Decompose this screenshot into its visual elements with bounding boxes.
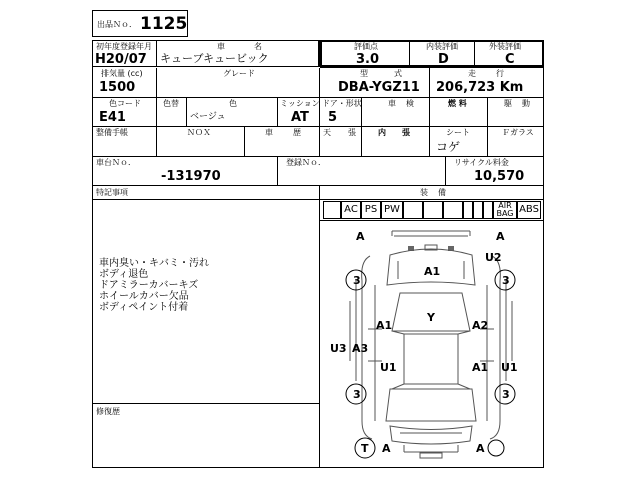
roof-lining-label-a: 天	[323, 128, 331, 137]
recycle-fee-value: 10,570	[474, 169, 525, 184]
equipment-box-ps: PS	[361, 201, 381, 219]
damage-code: A	[476, 442, 485, 455]
front-glass-cell	[488, 127, 543, 157]
color-code-value: E41	[99, 110, 126, 125]
equipment-box-abs: ABS	[517, 201, 541, 219]
note-line: ホイールカバー欠品	[99, 291, 189, 302]
color-change-label: 色替	[163, 99, 179, 108]
interior-lining-label-a: 内	[378, 128, 386, 137]
mileage-value: 206,723 Km	[436, 80, 524, 95]
model-cell	[320, 68, 430, 98]
roof-lining-label-b: 張	[348, 128, 356, 137]
fuel-label: 燃 料	[448, 99, 467, 108]
model-label-b: 式	[394, 69, 402, 78]
notes-lines	[99, 258, 209, 313]
damage-code: A1	[424, 265, 441, 278]
chassis-number-label: 車台Ｎｏ．	[96, 158, 136, 167]
damage-code: A	[356, 230, 365, 243]
mission-label: ミッション	[280, 99, 320, 108]
notes-header-cell	[93, 186, 320, 200]
lot-number-label: 出品Ｎｏ．	[97, 20, 137, 29]
equipment-box-pw: PW	[381, 201, 403, 219]
exterior-score-cell	[475, 42, 542, 66]
inspection-cell	[362, 98, 430, 127]
equipment-box	[463, 201, 473, 219]
grade-cell	[157, 68, 320, 98]
fuel-cell	[430, 98, 488, 127]
chassis-number-cell	[93, 157, 278, 186]
recycle-fee-label: リサイクル料金	[454, 158, 509, 167]
damage-code: A1	[376, 319, 393, 332]
equipment-box	[403, 201, 423, 219]
color-code-label: 色コード	[109, 99, 141, 108]
equipment-box-airbag: AIR BAG	[493, 201, 517, 219]
note-line: ドアミラーカバーキズ	[99, 280, 199, 291]
score-label: 評価点	[354, 42, 378, 51]
front-glass-label: Ｆガラス	[502, 128, 534, 137]
damage-code: U2	[485, 251, 502, 264]
color-cell	[187, 98, 278, 127]
repair-history-cell	[93, 404, 320, 467]
color-code-cell	[93, 98, 157, 127]
damage-code: 3	[353, 274, 361, 287]
color-label: 色	[229, 99, 237, 108]
equipment-row	[320, 200, 543, 221]
mileage-cell	[430, 68, 543, 98]
door-type-cell	[320, 98, 362, 127]
damage-code: 3	[502, 388, 510, 401]
exterior-score-label: 外装評価	[489, 42, 521, 51]
mission-cell	[278, 98, 320, 127]
interior-score-value: D	[438, 52, 449, 67]
model-label-a: 型	[360, 69, 368, 78]
displacement-value: 1500	[99, 80, 136, 95]
note-line: ボディ退色	[99, 269, 149, 280]
seat-label: シート	[446, 128, 470, 137]
first-registration-value: H20/07	[95, 52, 147, 67]
mileage-label-b: 行	[496, 69, 504, 78]
history-label-a: 車	[265, 128, 273, 137]
registration-number-label: 登録Ｎｏ．	[286, 158, 326, 167]
first-registration-label: 初年度登録年月	[96, 42, 152, 51]
equipment-box	[443, 201, 463, 219]
damage-code: U1	[501, 361, 518, 374]
damage-code: T	[361, 442, 369, 455]
nox-label: ＮＯＸ	[187, 128, 211, 137]
seat-cell	[430, 127, 488, 157]
color-value: ベージュ	[190, 112, 226, 122]
lot-number-box	[92, 10, 188, 37]
car-name-label-b: 名	[254, 42, 262, 51]
damage-code: 3	[353, 388, 361, 401]
damage-code: A	[382, 442, 391, 455]
history-label-b: 歴	[293, 128, 301, 137]
note-line: ボディペイント付着	[99, 302, 189, 313]
damage-code: Y	[427, 311, 435, 324]
notes-body	[93, 200, 320, 404]
damage-code: A1	[472, 361, 489, 374]
equipment-label-b: 備	[438, 188, 446, 197]
damage-code: U1	[380, 361, 397, 374]
grade-label: グレード	[223, 69, 255, 78]
car-name-label-a: 車	[217, 42, 225, 51]
damage-code: 3	[502, 274, 510, 287]
mileage-label-a: 走	[468, 69, 476, 78]
color-change-cell	[157, 98, 187, 127]
inspection-label-a: 車	[388, 99, 396, 108]
equipment-box	[323, 201, 341, 219]
recycle-fee-cell	[446, 157, 543, 186]
equipment-box	[483, 201, 493, 219]
maintenance-book-cell	[93, 127, 157, 157]
damage-code: A2	[472, 319, 489, 332]
door-type-label: ドア・形状	[322, 99, 362, 108]
roof-lining-cell	[320, 127, 362, 157]
note-line: 車内臭い・キバミ・汚れ	[99, 258, 209, 269]
score-value: 3.0	[356, 52, 380, 67]
notes-label: 特記事項	[96, 188, 128, 197]
damage-code: A	[496, 230, 505, 243]
model-value: DBA-YGZ11	[338, 80, 420, 95]
damage-code: U3	[330, 342, 347, 355]
inspection-label-b: 検	[406, 99, 414, 108]
car-name-cell	[157, 41, 320, 67]
displacement-cell	[93, 68, 157, 98]
equipment-label-a: 装	[420, 188, 428, 197]
equipment-header-cell	[320, 186, 543, 200]
interior-score-label: 内装評価	[426, 42, 458, 51]
car-name-value: キューブキュービック	[160, 52, 269, 65]
exterior-score-value: C	[505, 52, 515, 67]
registration-number-cell	[278, 157, 446, 186]
drive-label-a: 駆	[504, 99, 512, 108]
nox-cell	[157, 127, 245, 157]
score-cell	[322, 42, 410, 66]
equipment-box	[473, 201, 483, 219]
door-type-value: 5	[328, 110, 338, 125]
wheel-rear-right-small-icon	[488, 440, 504, 456]
repair-history-label: 修復歴	[96, 407, 120, 416]
drive-label-b: 動	[522, 99, 530, 108]
chassis-number-value: -131970	[161, 169, 221, 184]
maintenance-book-label: 整備手帳	[96, 128, 128, 137]
drive-cell	[488, 98, 543, 127]
interior-lining-label-b: 張	[402, 128, 410, 137]
equipment-box-ac: AC	[341, 201, 361, 219]
seat-value: コゲ	[436, 140, 461, 154]
interior-score-cell	[410, 42, 475, 66]
displacement-label: 排気量 (cc)	[101, 69, 143, 78]
lot-number-value: 1125	[140, 14, 188, 34]
damage-code: A3	[352, 342, 369, 355]
car-damage-diagram	[320, 221, 543, 467]
first-registration-cell	[93, 41, 157, 67]
interior-lining-cell	[362, 127, 430, 157]
history-cell	[245, 127, 320, 157]
mission-value: AT	[291, 110, 309, 125]
equipment-box	[423, 201, 443, 219]
